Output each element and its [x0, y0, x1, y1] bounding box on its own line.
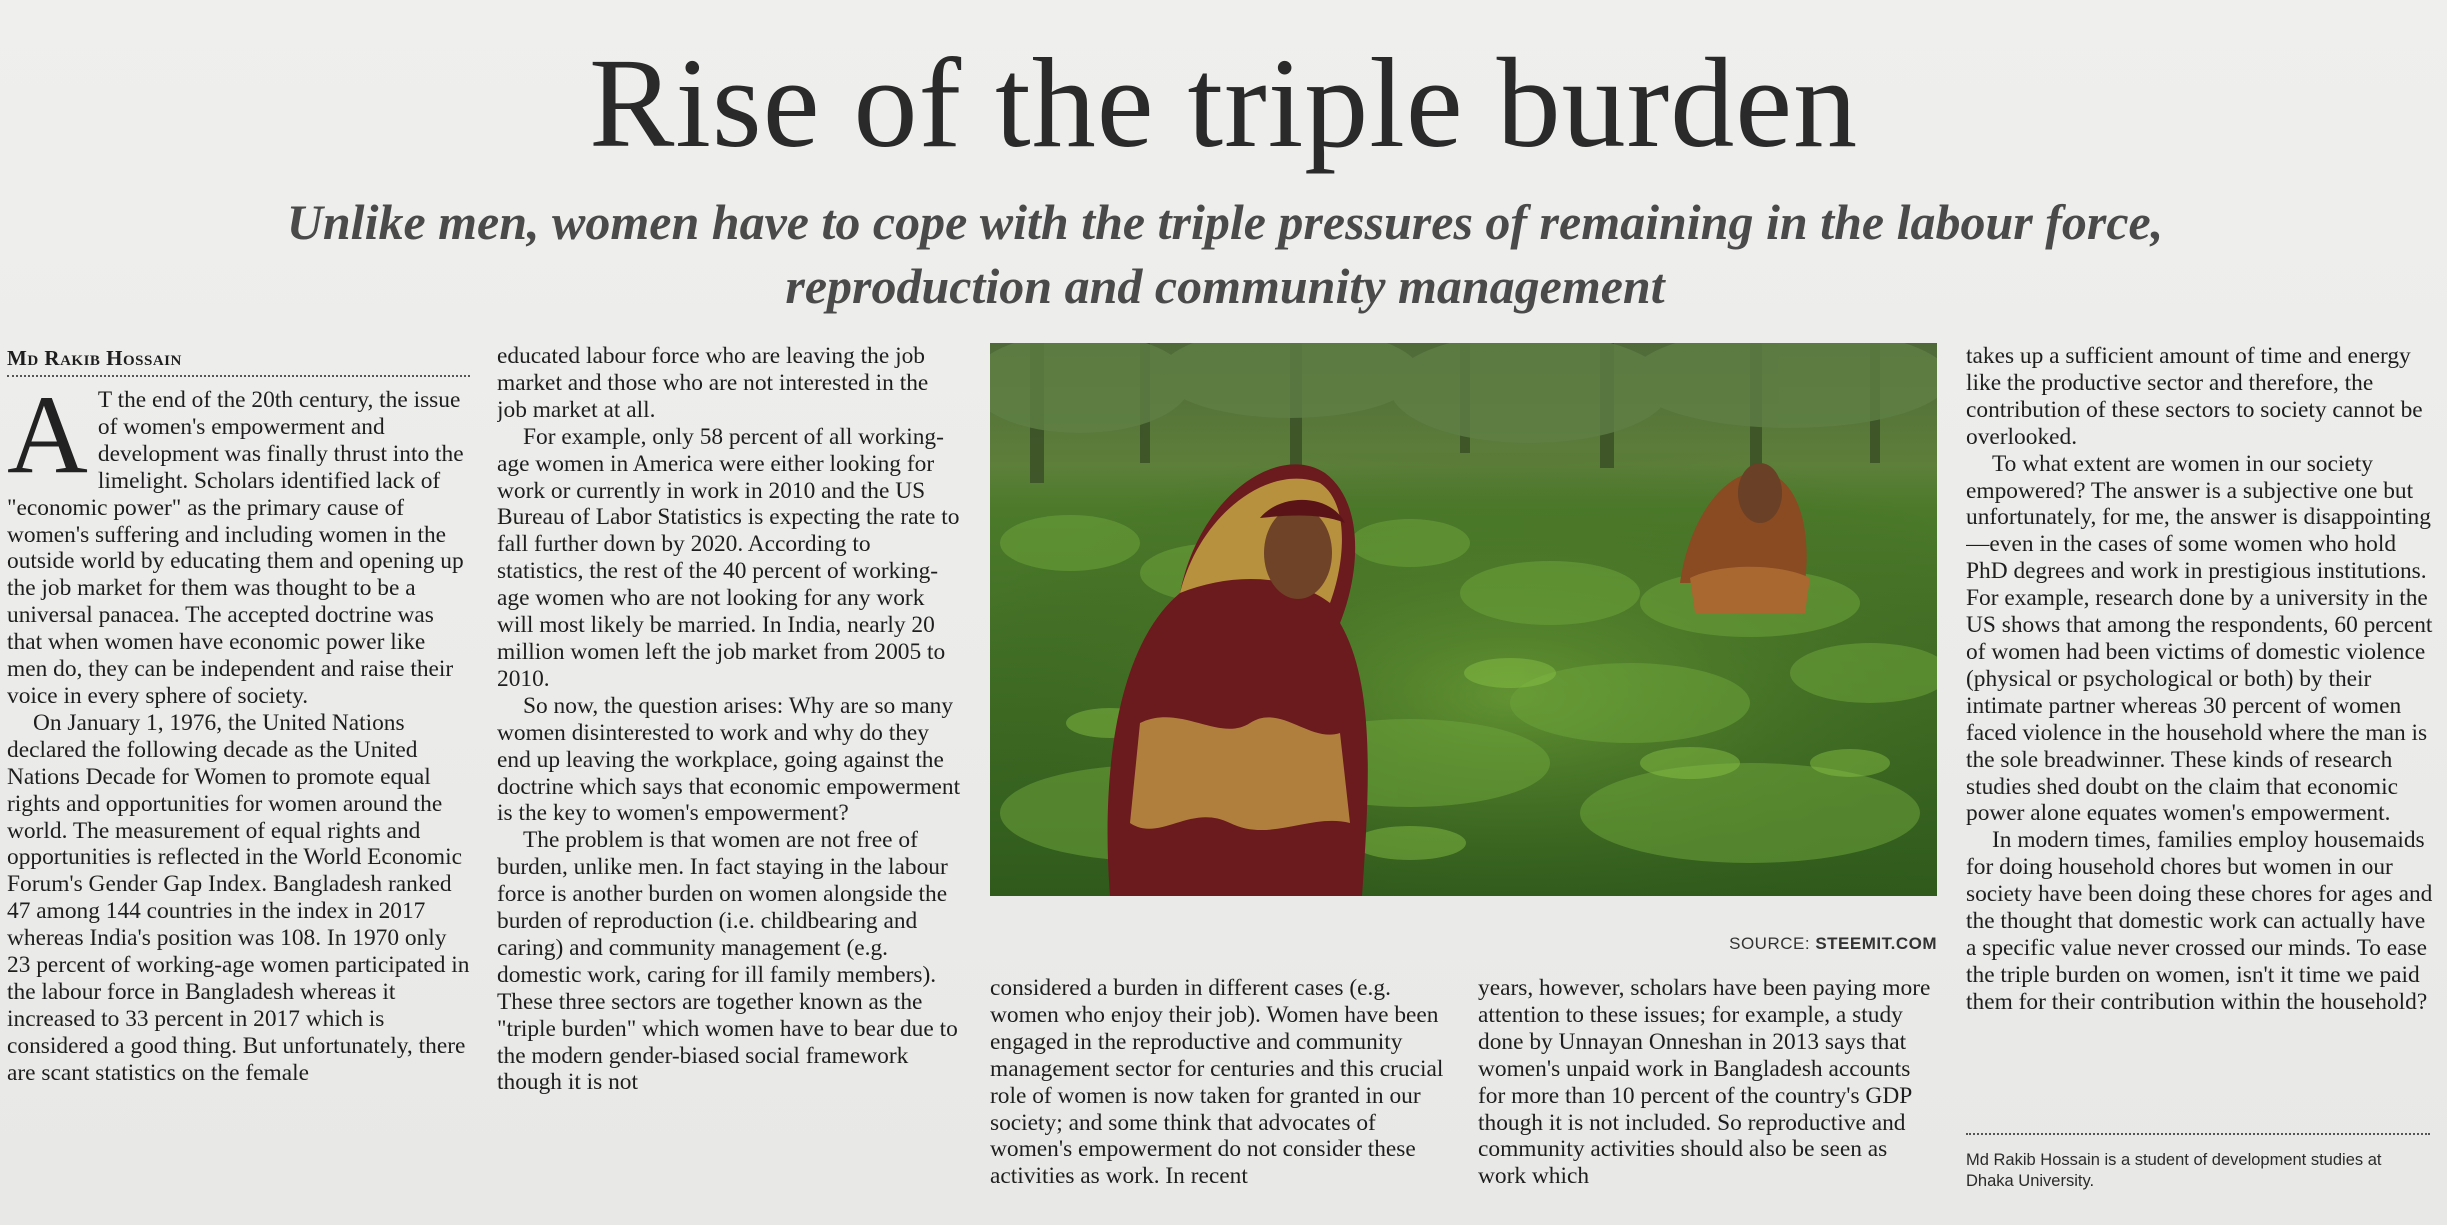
column-4: [1478, 975, 1940, 1210]
source-name: STEEMIT.COM: [1815, 934, 1937, 953]
paragraph: considered a burden in different cases (e.g. women who enjoy their job). Women have been engaged in the reproductive and community management sector for centuries and this crucial role of women is now taken for granted in our society; and some think that advocates of women's empowerment do not consider these activities as work. In recent: [990, 975, 1444, 1190]
paragraph: educated labour force who are leaving the job market and those who are not interested in the job market at all.: [497, 343, 929, 423]
bio-divider: [1966, 1133, 2430, 1135]
column-1: [7, 345, 470, 1205]
headline: Rise of the triple burden: [588, 32, 1859, 174]
tea-garden-photo: [990, 343, 1937, 896]
photo-source-credit: [1600, 934, 1937, 954]
drop-cap: A: [7, 373, 88, 497]
column-3: [990, 975, 1458, 1210]
paragraph: For example, only 58 percent of all working-age women in America were either looking for work or currently in work in 2010 and the US Bureau of Labor Statistics is expecting the rate to fall further down by 2020. According to statistics, the rest of the 40 percent of working-age women who are not looking for any work will most likely be married. In India, nearly 20 million women left the job market from 2005 to 2010.: [497, 423, 960, 692]
deck-subheadline: Unlike men, women have to cope with the triple pressures of remaining in the labour force, reproduction and community management: [286, 194, 2164, 314]
lead-paragraph-text: T the end of the 20th century, the issue of women's empowerment and development was finally thrust into the limelight. Scholars identified lack of "economic power" as the primary cause of women's suffering and including women in the outside world by educating them and opening up the job market for them was thought to be a universal panacea. The accepted doctrine was that when women have economic power like men do, they can be independent and raise their voice in every sphere of society.: [7, 387, 464, 709]
column-5: [1966, 343, 2434, 1133]
paragraph: years, however, scholars have been paying more attention to these issues; for example, a study done by Unnayan Onneshan in 2013 says that women's unpaid work in Bangladesh accounts for more than 10 percent of the country's GDP though it is not included. So reproductive and community activities should also be seen as work which: [1478, 975, 1931, 1190]
paragraph: In modern times, families employ housemaids for doing household chores but women in our society have been doing these chores for ages and the thought that domestic work can actually have a specific value never crossed our minds. To ease the triple burden on women, isn't it time we paid them for their contribution within the household?: [1966, 827, 2433, 1015]
lead-paragraph: [7, 373, 470, 710]
paragraph: takes up a sufficient amount of time and energy like the productive sector and therefore, the contribution of these sectors to society cannot be overlooked.: [1966, 343, 2423, 450]
author-bio: Md Rakib Hossain is a student of development studies at Dhaka University.: [1966, 1151, 2382, 1190]
column-2: [497, 343, 962, 1208]
source-label: SOURCE:: [1729, 934, 1811, 953]
paragraph: To what extent are women in our society empowered? The answer is a subjective one but unfortunately, for me, the answer is disappointing—even in the cases of some women who hold PhD degrees and work in prestigious institutions. For example, research done by a university in the US shows that among the respondents, 60 percent of women had been victims of domestic violence (physical or psychological or both) by their intimate partner whereas 30 percent of women faced violence in the household where the man is the sole breadwinner. These kinds of research studies shed doubt on the claim that economic power alone equates women's empowerment.: [1966, 450, 2433, 827]
paragraph: The problem is that women are not free of burden, unlike men. In fact staying in the labour force is another burden on women alongside the burden of reproduction (i.e. childbearing and caring) and community management (e.g. domestic work, caring for ill family members). These three sectors are together known as the "triple burden" which women have to bear due to the modern gender-biased social framework though it is not: [497, 827, 958, 1096]
photo-illustration: [990, 343, 1937, 896]
paragraph: So now, the question arises: Why are so many women disinterested to work and why do they end up leaving the workplace, going against the doctrine which says that economic empowerment is the key to women's empowerment?: [497, 692, 961, 827]
byline: Md Rakib Hossain: [7, 345, 470, 377]
paragraph: On January 1, 1976, the United Nations declared the following decade as the United Nations Decade for Women to promote equal rights and opportunities for women around the world. The measurement of equal rights and opportunities is reflected in the World Economic Forum's Gender Gap Index. Bangladesh ranked 47 among 144 countries in the index in 2017 whereas India's position was 108. In 1970 only 23 percent of working-age women participated in the labour force in Bangladesh whereas it increased to 33 percent in 2017 which is considered a good thing. But unfortunately, there are scant statistics on the female: [7, 709, 470, 1086]
